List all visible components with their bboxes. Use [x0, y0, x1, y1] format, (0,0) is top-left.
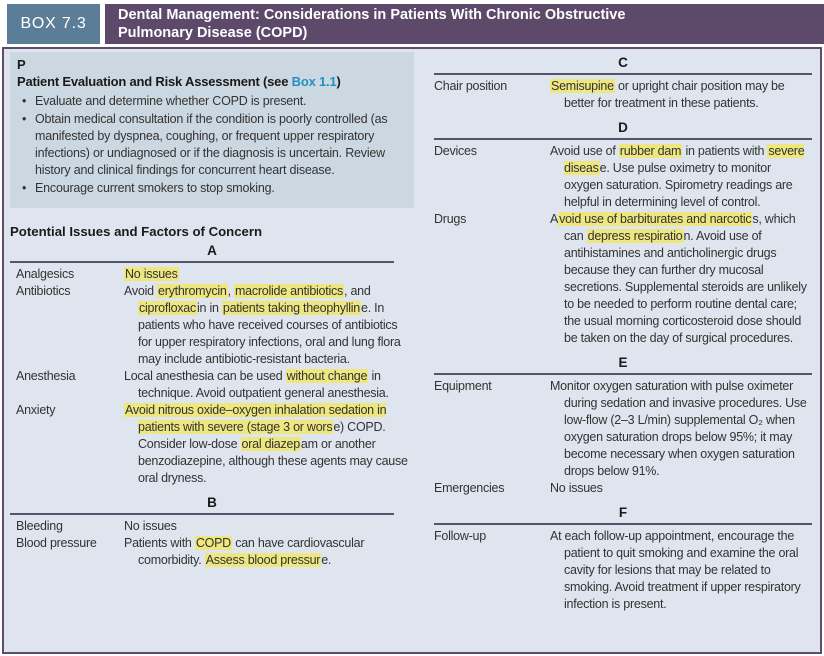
- section-divider: [434, 373, 812, 375]
- highlight: rubber dam: [619, 144, 682, 158]
- box-1-1-link[interactable]: Box 1.1: [291, 74, 337, 89]
- table-row: [434, 78, 812, 112]
- table-row: [434, 143, 812, 211]
- highlight: Avoid nitrous oxide–oxygen inhalation sedation in patients with severe (stage 3 or wors: [125, 403, 387, 434]
- text-segment: Patients with: [124, 536, 195, 550]
- row-term: Anesthesia: [16, 369, 76, 383]
- text-segment: in technique. Avoid outpatient general anesthesia.: [138, 369, 389, 400]
- highlight: oral diazep: [241, 437, 300, 451]
- highlight: macrolide antibiotics: [235, 284, 344, 298]
- section-divider: [434, 523, 812, 525]
- highlight: depress respiratio: [587, 229, 683, 243]
- text-segment: in in: [197, 301, 222, 315]
- table-row: [10, 518, 414, 535]
- patient-eval-bullet: • Obtain medical consultation if the condition is poorly controlled (as manifested by dyspnea, coughing, or frequent upper respiratory infections) or undiagnosed or if the diagnosis is uncertain. Review history and clinical findings for concurrent heart disease.: [17, 111, 405, 179]
- text-segment: e. Use pulse oximetry to monitor oxygen saturation. Spirometry readings are helpful in determining level of control.: [564, 161, 793, 209]
- text-segment: or upright chair position may be better for treatment in these patients.: [564, 79, 785, 110]
- row-term: Drugs: [434, 212, 467, 226]
- row-text: [550, 480, 812, 497]
- patient-eval-bullet-list: [17, 93, 405, 197]
- section-b: [10, 492, 414, 569]
- row-term: Emergencies: [434, 481, 505, 495]
- right-sections: [434, 52, 812, 613]
- text-segment: e) COPD. Consider low-dose: [138, 420, 386, 451]
- section-letter: E: [618, 355, 628, 370]
- text-segment: A: [550, 212, 559, 226]
- patient-eval-title: [17, 73, 405, 90]
- section-a: [10, 240, 414, 487]
- section-divider: [10, 261, 394, 263]
- highlight: severe diseas: [564, 144, 805, 175]
- highlight: erythromycin: [158, 284, 227, 298]
- section-letter: B: [207, 495, 217, 510]
- row-text: [124, 266, 414, 283]
- patient-evaluation-panel: [10, 52, 414, 208]
- text-segment: am or another benzodiazepine, although these agents may cause oral dryness.: [138, 437, 408, 485]
- table-row: [10, 266, 414, 283]
- highlight: No issues: [125, 267, 178, 281]
- left-sections: [10, 240, 414, 569]
- row-text: [550, 143, 812, 211]
- highlight: void use of barbiturates and narcotic: [559, 212, 752, 226]
- section-letter: F: [618, 505, 628, 520]
- row-text: [124, 402, 414, 487]
- table-row: [10, 535, 414, 569]
- text-segment: in patients with: [682, 144, 768, 158]
- left-column: [10, 52, 414, 652]
- text-segment: No issues: [124, 519, 177, 533]
- text-segment: Local anesthesia can be used: [124, 369, 286, 383]
- patient-eval-bullet: • Encourage current smokers to stop smoking.: [17, 180, 405, 197]
- section-f: [434, 502, 812, 613]
- row-term: Follow-up: [434, 529, 486, 543]
- box-body: [2, 47, 822, 654]
- text-segment: e. In patients who have received courses of antibiotics for upper respiratory infections, oral and lung flora may include antibiotic-resistant bacteria.: [138, 301, 401, 366]
- box-number-label: BOX 7.3: [7, 4, 100, 44]
- highlight: patients taking theophyllin: [222, 301, 361, 315]
- text-segment: At each follow-up appointment, encourage the patient to quit smoking and examine the oral cavity for lesions that may be related to smoking. Avoid treatment if upper respiratory infection is present.: [550, 529, 801, 611]
- text-segment: e.: [321, 553, 332, 567]
- row-text: [124, 368, 414, 402]
- highlight: COPD: [195, 536, 231, 550]
- table-row: [434, 480, 812, 497]
- row-text: [550, 528, 812, 613]
- row-term: Bleeding: [16, 519, 63, 533]
- section-letter: A: [207, 243, 217, 258]
- section-e: [434, 352, 812, 497]
- text-segment: , and: [344, 284, 371, 298]
- row-text: [550, 378, 812, 480]
- table-row: [434, 378, 812, 480]
- row-term: Anxiety: [16, 403, 56, 417]
- text-segment: No issues: [550, 481, 603, 495]
- section-d: [434, 117, 812, 347]
- section-divider: [434, 138, 812, 140]
- text-segment: Avoid use of: [550, 144, 619, 158]
- text-segment: Avoid: [124, 284, 158, 298]
- row-term: Equipment: [434, 379, 492, 393]
- row-text: [550, 78, 812, 112]
- issues-heading: Potential Issues and Factors of Concern: [10, 224, 263, 239]
- highlight: Semisupine: [551, 79, 614, 93]
- table-row: [10, 283, 414, 368]
- section-letter: D: [618, 120, 628, 135]
- text-segment: Monitor oxygen saturation with pulse oximeter during sedation and invasive procedures. Use low-flow (2–3 L/min) supplemental O₂ when oxygen saturation drops below 95%; it may become necessary when oxygen saturation drops below 91%.: [550, 379, 807, 478]
- table-row: [434, 211, 812, 347]
- table-row: [10, 402, 414, 487]
- highlight: ciprofloxac: [139, 301, 196, 315]
- section-c: [434, 52, 812, 112]
- box-title-banner: [105, 4, 824, 44]
- row-text: [124, 518, 414, 535]
- row-term: Chair position: [434, 79, 507, 93]
- highlight: Assess blood pressur: [205, 553, 321, 567]
- patient-eval-bullet: • Evaluate and determine whether COPD is present.: [17, 93, 405, 110]
- section-letter: C: [618, 55, 628, 70]
- text-segment: ,: [227, 284, 235, 298]
- text-segment: can have cardiovascular comorbidity.: [138, 536, 365, 567]
- section-divider: [10, 513, 394, 515]
- row-text: [550, 211, 812, 347]
- table-row: [10, 368, 414, 402]
- box-title: Dental Management: Considerations in Patients With Chronic Obstructive Pulmonary Disease (COPD): [118, 7, 626, 41]
- text-segment: s, which can: [564, 212, 796, 243]
- patient-eval-title-text: Patient Evaluation and Risk Assessment (see: [17, 74, 292, 89]
- row-text: [124, 535, 414, 569]
- row-term: Devices: [434, 144, 477, 158]
- text-segment: n. Avoid use of antihistamines and anticholinergic drugs because they can further dry mucosal secretions. Supplemental steroids are unlikely to be needed to perform routine dental care; the usual morning corticosteroid dose should be taken on the day of surgical procedures.: [564, 229, 807, 345]
- row-term: Antibiotics: [16, 284, 71, 298]
- row-term: Analgesics: [16, 267, 74, 281]
- section-letter-p: P: [17, 57, 26, 72]
- box-header: [0, 4, 824, 44]
- row-text: [124, 283, 414, 368]
- table-row: [434, 528, 812, 613]
- right-column: [414, 52, 812, 652]
- row-term: Blood pressure: [16, 536, 97, 550]
- section-divider: [434, 73, 812, 75]
- patient-eval-title-paren: ): [336, 74, 341, 89]
- highlight: without change: [286, 369, 368, 383]
